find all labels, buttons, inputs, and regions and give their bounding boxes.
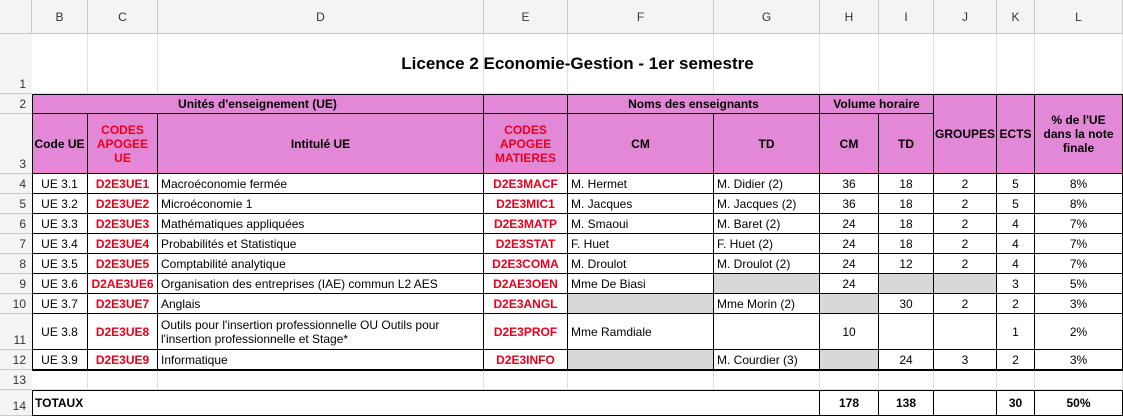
cell-ects-row7[interactable]: 4	[997, 234, 1035, 254]
cell-ects-row11[interactable]: 1	[997, 314, 1035, 350]
cell-r13-c7[interactable]	[820, 370, 879, 390]
cell-apogee-mat-row9[interactable]: D2AE3OEN	[484, 274, 568, 294]
cell-apogee-mat-row12[interactable]: D2E3INFO	[484, 350, 568, 370]
cell-vol-cm-row4[interactable]: 36	[820, 174, 879, 194]
cell-apogee-mat-row7[interactable]: D2E3STAT	[484, 234, 568, 254]
cell-pct-row5[interactable]: 8%	[1035, 194, 1123, 214]
cell-vol-td-row4[interactable]: 18	[879, 174, 934, 194]
header-volume-td[interactable]: TD	[879, 114, 934, 174]
cell-intitule-row4[interactable]: Macroéconomie fermée	[158, 174, 484, 194]
cell-apogee-ue-row9[interactable]: D2AE3UE6	[88, 274, 158, 294]
cell-intitule-row11[interactable]: Outils pour l'insertion professionnelle OU Outils pour l'insertion professionnelle et Stage*	[158, 314, 484, 350]
cell-r13-c9[interactable]	[934, 370, 997, 390]
group-header-enseignants[interactable]: Noms des enseignants	[568, 94, 820, 114]
totals-label[interactable]: TOTAUX	[32, 390, 820, 416]
cell-cm-row5[interactable]: M. Jacques	[568, 194, 714, 214]
cell-apogee-mat-row10[interactable]: D2E3ANGL	[484, 294, 568, 314]
cell-code-row6[interactable]: UE 3.3	[32, 214, 88, 234]
row-header-2[interactable]: 2	[0, 94, 32, 114]
cell-ects-row12[interactable]: 2	[997, 350, 1035, 370]
cell-vol-td-row10[interactable]: 30	[879, 294, 934, 314]
cell-cm-row7[interactable]: F. Huet	[568, 234, 714, 254]
cell-groupes-row6[interactable]: 2	[934, 214, 997, 234]
cell-td-row11[interactable]	[714, 314, 820, 350]
header-pct-note[interactable]: % de l'UE dans la note finale	[1035, 94, 1123, 174]
cell-groupes-row9[interactable]	[934, 274, 997, 294]
row-header-13[interactable]: 13	[0, 370, 32, 390]
row-header-8[interactable]: 8	[0, 254, 32, 274]
cell-groupes-row11[interactable]	[934, 314, 997, 350]
header-intitule-ue[interactable]: Intitulé UE	[158, 114, 484, 174]
cell-vol-td-row7[interactable]: 18	[879, 234, 934, 254]
cell-pct-row11[interactable]: 2%	[1035, 314, 1123, 350]
cell-intitule-row6[interactable]: Mathématiques appliquées	[158, 214, 484, 234]
cell-cm-row11[interactable]: Mme Ramdiale	[568, 314, 714, 350]
cell-vol-td-row12[interactable]: 24	[879, 350, 934, 370]
totals-ects[interactable]: 30	[997, 390, 1035, 416]
column-header-e[interactable]: E	[484, 0, 568, 34]
cell-vol-cm-row6[interactable]: 24	[820, 214, 879, 234]
column-header-g[interactable]: G	[714, 0, 820, 34]
cell-groupes-row4[interactable]: 2	[934, 174, 997, 194]
cell-ects-row6[interactable]: 4	[997, 214, 1035, 234]
header-ects[interactable]: ECTS	[997, 94, 1035, 174]
cell-ects-row8[interactable]: 4	[997, 254, 1035, 274]
cell-pct-row10[interactable]: 3%	[1035, 294, 1123, 314]
cell-r13-c10[interactable]	[997, 370, 1035, 390]
sheet-title[interactable]: Licence 2 Economie-Gestion - 1er semestre	[401, 54, 754, 73]
header-volume-cm[interactable]: CM	[820, 114, 879, 174]
cell-td-row4[interactable]: M. Didier (2)	[714, 174, 820, 194]
column-header-f[interactable]: F	[568, 0, 714, 34]
header-code-ue[interactable]: Code UE	[32, 114, 88, 174]
header-codes-apogee-matieres[interactable]: CODES APOGEE MATIERES	[484, 114, 568, 174]
cell-pct-row8[interactable]: 7%	[1035, 254, 1123, 274]
cell-r13-c3[interactable]	[158, 370, 484, 390]
cell-apogee-mat-row4[interactable]: D2E3MACF	[484, 174, 568, 194]
cell-cm-row6[interactable]: M. Smaoui	[568, 214, 714, 234]
column-header-i[interactable]: I	[879, 0, 934, 34]
column-header-j[interactable]: J	[934, 0, 997, 34]
cell-td-row8[interactable]: M. Droulot (2)	[714, 254, 820, 274]
cell-apogee-ue-row11[interactable]: D2E3UE8	[88, 314, 158, 350]
cell-apogee-ue-row6[interactable]: D2E3UE3	[88, 214, 158, 234]
cell-td-row6[interactable]: M. Baret (2)	[714, 214, 820, 234]
cell-vol-cm-row10[interactable]	[820, 294, 879, 314]
cell-vol-td-row8[interactable]: 12	[879, 254, 934, 274]
totals-vol-cm[interactable]: 178	[820, 390, 879, 416]
row-header-14[interactable]: 14	[0, 390, 32, 416]
header-blank-e2[interactable]	[484, 94, 568, 114]
row-header-12[interactable]: 12	[0, 350, 32, 370]
cell-apogee-mat-row8[interactable]: D2E3COMA	[484, 254, 568, 274]
cell-code-row7[interactable]: UE 3.4	[32, 234, 88, 254]
cell-ects-row4[interactable]: 5	[997, 174, 1035, 194]
column-header-c[interactable]: C	[88, 0, 158, 34]
header-cm-enseignant[interactable]: CM	[568, 114, 714, 174]
cell-vol-cm-row9[interactable]: 24	[820, 274, 879, 294]
column-header-l[interactable]: L	[1035, 0, 1123, 34]
cell-vol-cm-row7[interactable]: 24	[820, 234, 879, 254]
cell-code-row10[interactable]: UE 3.7	[32, 294, 88, 314]
cell-r13-c4[interactable]	[484, 370, 568, 390]
cell-cm-row12[interactable]	[568, 350, 714, 370]
cell-ects-row10[interactable]: 2	[997, 294, 1035, 314]
cell-pct-row7[interactable]: 7%	[1035, 234, 1123, 254]
cell-cm-row10[interactable]	[568, 294, 714, 314]
cell-groupes-row5[interactable]: 2	[934, 194, 997, 214]
cell-td-row5[interactable]: M. Jacques (2)	[714, 194, 820, 214]
cell-code-row12[interactable]: UE 3.9	[32, 350, 88, 370]
cell-code-row11[interactable]: UE 3.8	[32, 314, 88, 350]
header-codes-apogee-ue[interactable]: CODES APOGEE UE	[88, 114, 158, 174]
row-header-5[interactable]: 5	[0, 194, 32, 214]
cell-apogee-mat-row5[interactable]: D2E3MIC1	[484, 194, 568, 214]
cell-vol-td-row6[interactable]: 18	[879, 214, 934, 234]
header-td-enseignant[interactable]: TD	[714, 114, 820, 174]
cell-apogee-ue-row4[interactable]: D2E3UE1	[88, 174, 158, 194]
cell-intitule-row10[interactable]: Anglais	[158, 294, 484, 314]
cell-r13-c8[interactable]	[879, 370, 934, 390]
column-header-b[interactable]: B	[32, 0, 88, 34]
totals-pct[interactable]: 50%	[1035, 390, 1123, 416]
cell-cm-row8[interactable]: M. Droulot	[568, 254, 714, 274]
cell-r13-c6[interactable]	[714, 370, 820, 390]
group-header-volume[interactable]: Volume horaire	[820, 94, 934, 114]
cell-cm-row9[interactable]: Mme De Biasi	[568, 274, 714, 294]
group-header-ue[interactable]: Unités d'enseignement (UE)	[32, 94, 484, 114]
row-header-6[interactable]: 6	[0, 214, 32, 234]
cell-intitule-row7[interactable]: Probabilités et Statistique	[158, 234, 484, 254]
cell-vol-td-row9[interactable]	[879, 274, 934, 294]
cell-apogee-ue-row10[interactable]: D2E3UE7	[88, 294, 158, 314]
cell-apogee-mat-row6[interactable]: D2E3MATP	[484, 214, 568, 234]
row-header-1[interactable]: 1	[0, 34, 32, 94]
totals-groupes[interactable]	[934, 390, 997, 416]
column-header-k[interactable]: K	[997, 0, 1035, 34]
cell-td-row7[interactable]: F. Huet (2)	[714, 234, 820, 254]
cell-r13-c1[interactable]	[32, 370, 88, 390]
cell-vol-cm-row8[interactable]: 24	[820, 254, 879, 274]
cell-vol-cm-row5[interactable]: 36	[820, 194, 879, 214]
cell-pct-row6[interactable]: 7%	[1035, 214, 1123, 234]
cell-vol-cm-row11[interactable]: 10	[820, 314, 879, 350]
cell-code-row5[interactable]: UE 3.2	[32, 194, 88, 214]
cell-groupes-row7[interactable]: 2	[934, 234, 997, 254]
cell-r13-c5[interactable]	[568, 370, 714, 390]
cell-apogee-mat-row11[interactable]: D2E3PROF	[484, 314, 568, 350]
cell-code-row8[interactable]: UE 3.5	[32, 254, 88, 274]
row-header-10[interactable]: 10	[0, 294, 32, 314]
cell-code-row4[interactable]: UE 3.1	[32, 174, 88, 194]
cell-intitule-row8[interactable]: Comptabilité analytique	[158, 254, 484, 274]
cell-pct-row12[interactable]: 3%	[1035, 350, 1123, 370]
cell-code-row9[interactable]: UE 3.6	[32, 274, 88, 294]
cell-r13-c11[interactable]	[1035, 370, 1123, 390]
cell-td-row12[interactable]: M. Courdier (3)	[714, 350, 820, 370]
cell-intitule-row9[interactable]: Organisation des entreprises (IAE) commun L2 AES	[158, 274, 484, 294]
cell-groupes-row10[interactable]: 2	[934, 294, 997, 314]
cell-apogee-ue-row7[interactable]: D2E3UE4	[88, 234, 158, 254]
row-header-3[interactable]: 3	[0, 114, 32, 174]
cell-groupes-row12[interactable]: 3	[934, 350, 997, 370]
cell-pct-row4[interactable]: 8%	[1035, 174, 1123, 194]
cell-groupes-row8[interactable]: 2	[934, 254, 997, 274]
cell-vol-td-row11[interactable]	[879, 314, 934, 350]
row-header-4[interactable]: 4	[0, 174, 32, 194]
cell-ects-row9[interactable]: 3	[997, 274, 1035, 294]
cell-apogee-ue-row8[interactable]: D2E3UE5	[88, 254, 158, 274]
totals-vol-td[interactable]: 138	[879, 390, 934, 416]
cell-vol-cm-row12[interactable]	[820, 350, 879, 370]
cell-intitule-row5[interactable]: Microéconomie 1	[158, 194, 484, 214]
row-header-9[interactable]: 9	[0, 274, 32, 294]
cell-apogee-ue-row5[interactable]: D2E3UE2	[88, 194, 158, 214]
cell-td-row9[interactable]	[714, 274, 820, 294]
cell-r13-c2[interactable]	[88, 370, 158, 390]
cell-vol-td-row5[interactable]: 18	[879, 194, 934, 214]
select-all-corner[interactable]	[0, 0, 32, 34]
cell-apogee-ue-row12[interactable]: D2E3UE9	[88, 350, 158, 370]
cell-td-row10[interactable]: Mme Morin (2)	[714, 294, 820, 314]
cell-cm-row4[interactable]: M. Hermet	[568, 174, 714, 194]
header-groupes[interactable]: GROUPES	[934, 94, 997, 174]
column-header-h[interactable]: H	[820, 0, 879, 34]
row-header-11[interactable]: 11	[0, 314, 32, 350]
row-header-7[interactable]: 7	[0, 234, 32, 254]
cell-intitule-row12[interactable]: Informatique	[158, 350, 484, 370]
column-header-d[interactable]: D	[158, 0, 484, 34]
cell-ects-row5[interactable]: 5	[997, 194, 1035, 214]
cell-pct-row9[interactable]: 5%	[1035, 274, 1123, 294]
